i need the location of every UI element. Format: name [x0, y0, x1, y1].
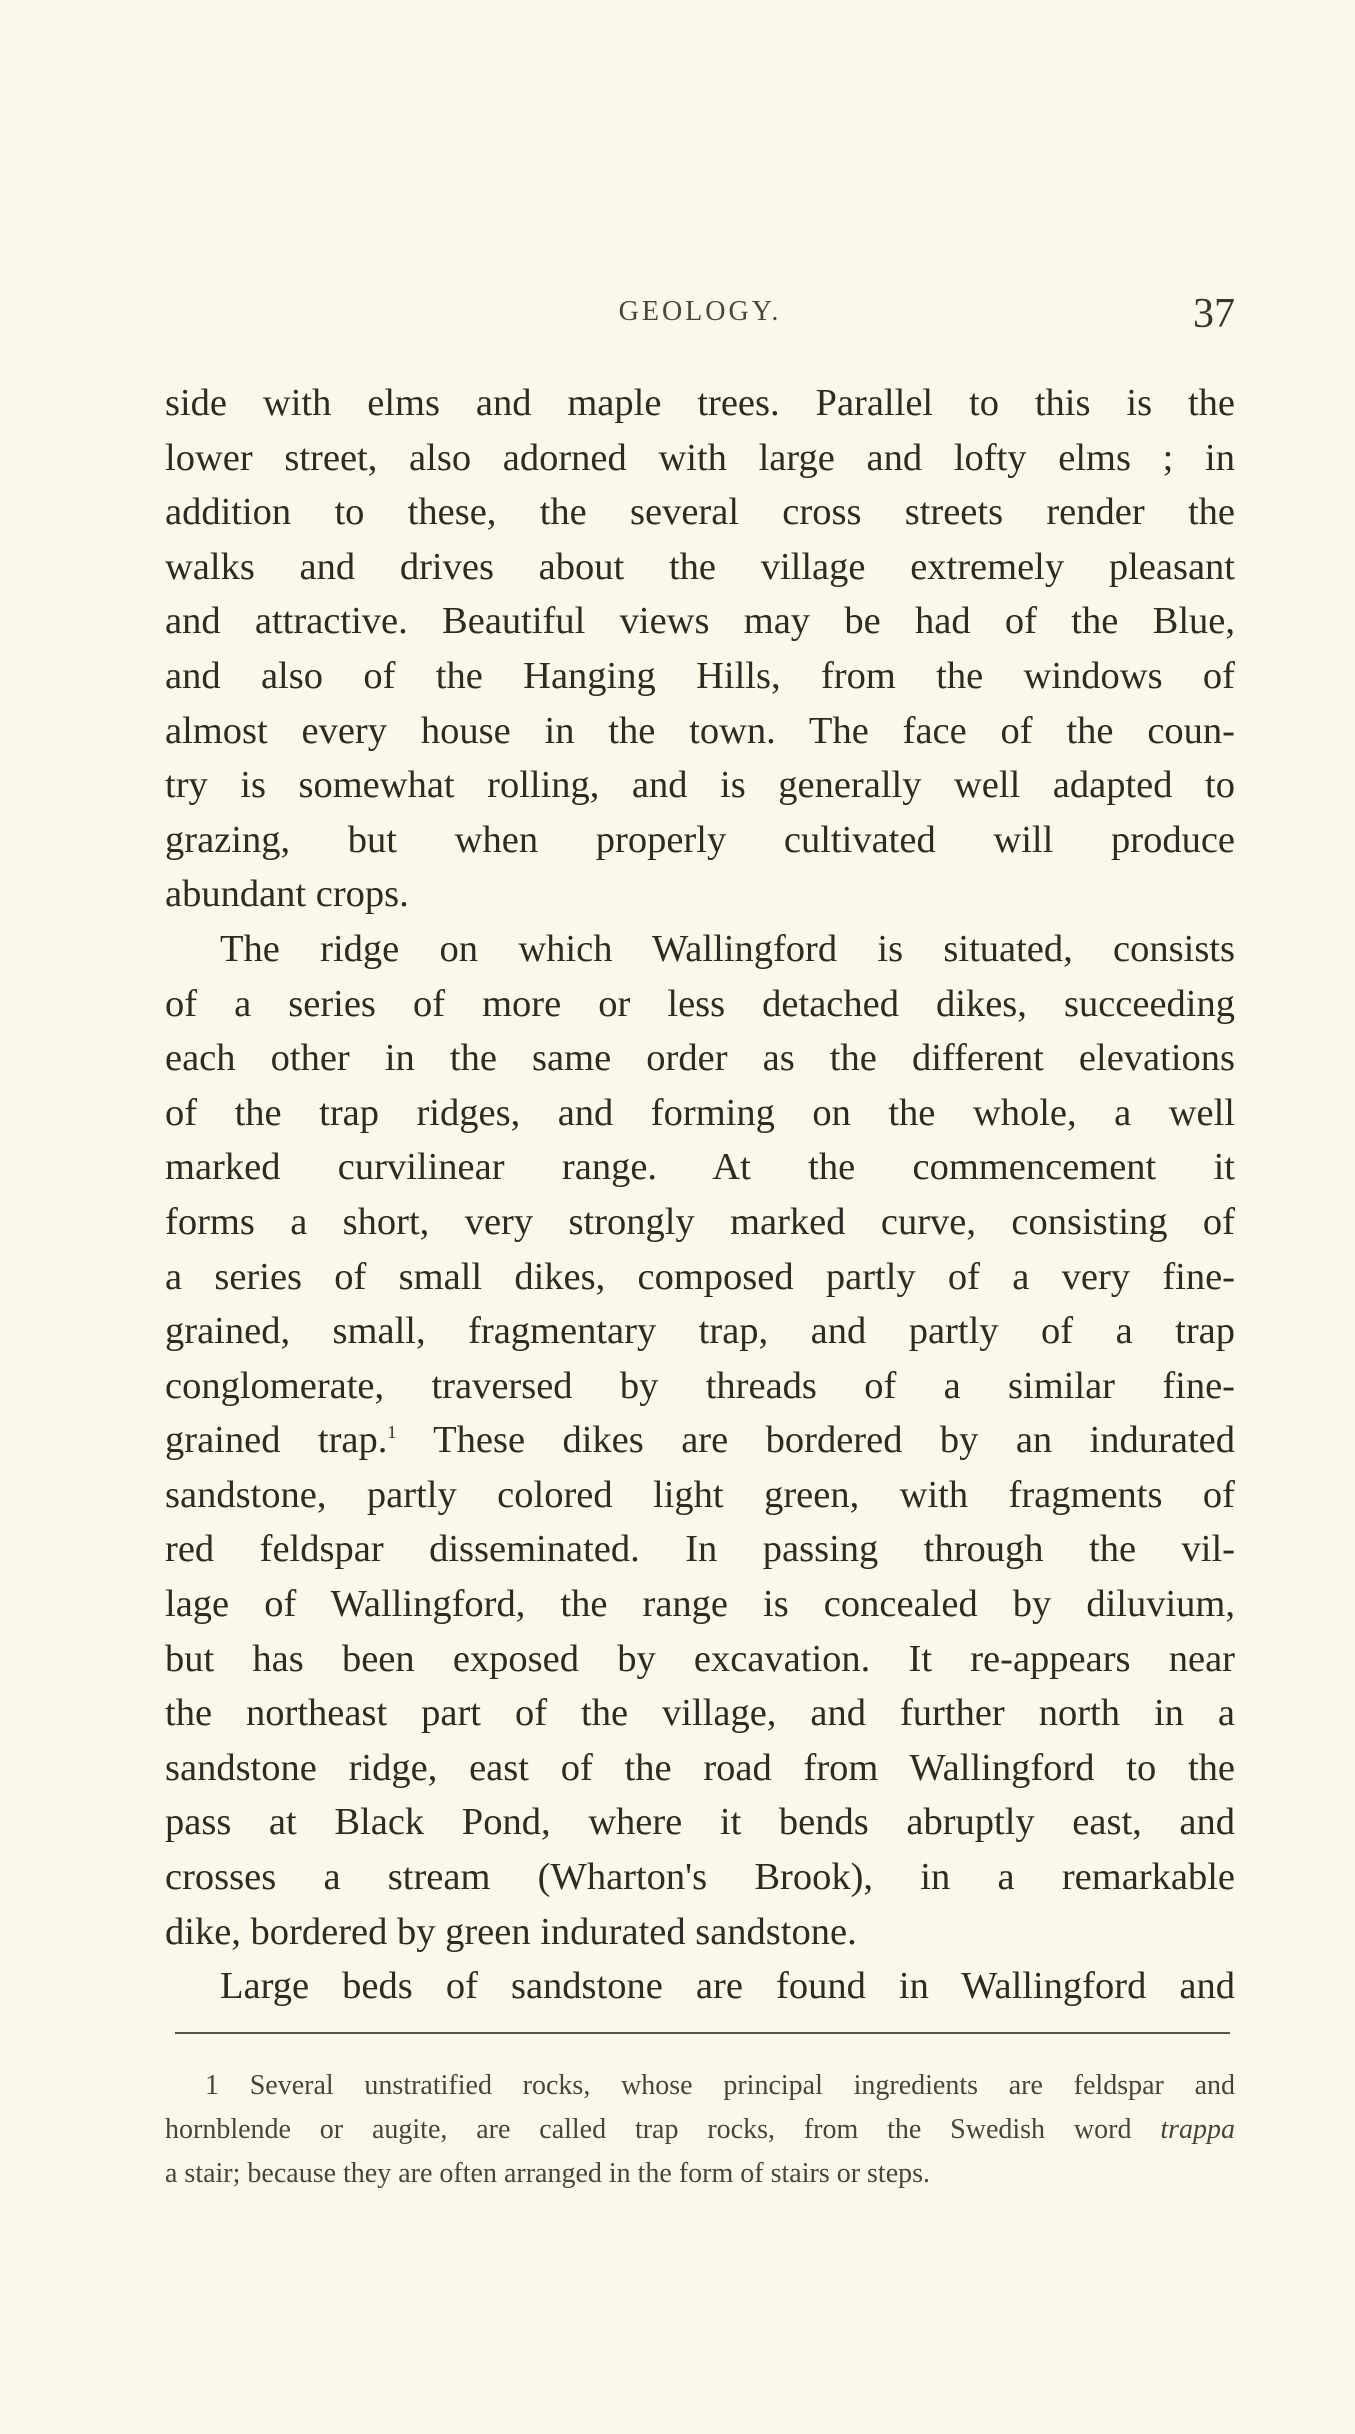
footnote-text: Several unstratified rocks, whose principal ingredients are feldspar and [219, 2070, 1235, 2101]
text-line: marked curvilinear range. At the commencement it [165, 1146, 1235, 1189]
text-line: pass at Black Pond, where it bends abruptly east, and [165, 1801, 1235, 1844]
text-line: red feldspar disseminated. In passing through the vil- [165, 1528, 1235, 1571]
paragraph-start-line: Large beds of sandstone are found in Wallingford and [220, 1965, 1235, 2008]
text-line: lower street, also adorned with large and lofty elms ; in [165, 436, 1235, 479]
footnote-divider [175, 2032, 1230, 2034]
text-line: grazing, but when properly cultivated will produce [165, 818, 1235, 861]
footnote-reference: 1 [387, 1422, 397, 1443]
footnote-italic-word: trappa [1160, 2114, 1235, 2145]
text-line: walks and drives about the village extremely pleasant [165, 545, 1235, 588]
text-line: grained, small, fragmentary trap, and partly of a trap [165, 1310, 1235, 1353]
footnote-marker: 1 [205, 2070, 219, 2101]
text-line: conglomerate, traversed by threads of a similar fine- [165, 1364, 1235, 1407]
text-line: forms a short, very strongly marked curve, consisting of [165, 1200, 1235, 1243]
text-line: of a series of more or less detached dikes, succeeding [165, 982, 1235, 1025]
text-line: sandstone ridge, east of the road from Wallingford to the [165, 1746, 1235, 1789]
text-line: a series of small dikes, composed partly of a very fine- [165, 1255, 1235, 1298]
footnote-text: hornblende or augite, are called trap rocks, from the Swedish word [165, 2114, 1161, 2145]
text-fragment: These dikes are bordered by an indurated [396, 1419, 1235, 1462]
text-line: dike, bordered by green indurated sandstone. [165, 1910, 857, 1953]
paragraph-start-line: The ridge on which Wallingford is situated, consists [220, 927, 1235, 970]
text-line: almost every house in the town. The face of the coun- [165, 709, 1235, 752]
text-line: crosses a stream (Wharton's Brook), in a remarkable [165, 1856, 1235, 1899]
text-line: side with elms and maple trees. Parallel to this is the [165, 382, 1235, 424]
page-header [165, 290, 1235, 350]
text-line: try is somewhat rolling, and is generally well adapted to [165, 764, 1235, 807]
text-fragment: grained trap. [165, 1419, 388, 1462]
text-line: and attractive. Beautiful views may be had of the Blue, [165, 600, 1235, 643]
text-line: sandstone, partly colored light green, with fragments of [165, 1473, 1235, 1516]
page-number: 37 [1193, 291, 1235, 337]
text-line: addition to these, the several cross streets render the [165, 491, 1235, 534]
text-line: each other in the same order as the different elevations [165, 1037, 1235, 1080]
footnote-line: a stair; because they are often arranged in the form of stairs or steps. [165, 2158, 931, 2189]
text-line-with-footnote [165, 1413, 1235, 1468]
text-line: the northeast part of the village, and further north in a [165, 1692, 1235, 1735]
footnote [165, 2064, 1235, 2196]
footnote-line [165, 2108, 1235, 2152]
text-line: of the trap ridges, and forming on the whole, a well [165, 1091, 1235, 1134]
footnote-line [165, 2064, 1235, 2108]
text-line: abundant crops. [165, 873, 409, 916]
text-line: but has been exposed by excavation. It re-appears near [165, 1637, 1235, 1680]
running-head: GEOLOGY. [618, 296, 782, 327]
body-text [165, 376, 1235, 2014]
text-line: lage of Wallingford, the range is concealed by diluvium, [165, 1583, 1235, 1626]
text-line: and also of the Hanging Hills, from the windows of [165, 654, 1235, 697]
